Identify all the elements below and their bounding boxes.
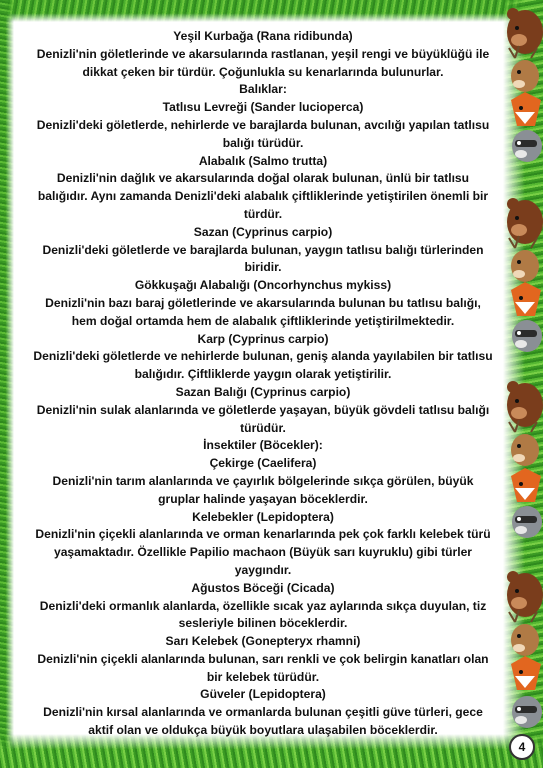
heading-tatlisu-levregi: Tatlısu Levreği (Sander lucioperca): [162, 100, 364, 115]
text-line: yaşamaktadır. Özellikle Papilio machaon (Büyük sarı kuyruklu) gibi türler: [53, 545, 473, 560]
heading-baliklar: Balıklar:: [239, 82, 287, 97]
text-line: Denizli'deki göletlerde, nehirlerde ve barajlarda bulunan, avcılığı yapılan tatlısu: [36, 117, 490, 132]
heading-guveler: Güveler (Lepidoptera): [200, 687, 326, 702]
text-line: gruplar halinde yaşayan böceklerdir.: [158, 491, 368, 506]
heading-insektiler: İnsektiler (Böcekler):: [203, 438, 323, 453]
text-line: aktif olan ve oldukça büyük boyutlara ulaşabilen böceklerdir.: [88, 723, 438, 738]
grass-border-top: [0, 0, 543, 22]
raccoon-icon: [512, 130, 542, 162]
heading-sazan: Sazan (Cyprinus carpio): [193, 224, 333, 239]
text-line: balığıdır. Aynı zamanda Denizli'deki alabalık çiftliklerinde yetiştirilen önemli bir: [37, 189, 489, 204]
fox-icon: [511, 92, 541, 126]
text-line: Denizli'nin çiçekli alanlarında ve orman kenarlarında pek çok farklı kelebek türü: [35, 527, 491, 542]
text-line: Denizli'nin bazı baraj göletlerinde ve akarsularında bulunan bu tatlısu balığı,: [45, 295, 481, 310]
text-line: Denizli'deki göletlerde ve barajlarda bulunan, yaygın tatlısu balığı türlerinden: [42, 242, 484, 257]
heading-kelebekler: Kelebekler (Lepidoptera): [192, 509, 334, 524]
heading-cekirge: Çekirge (Caelifera): [209, 456, 317, 471]
raccoon-icon: [512, 320, 542, 352]
raccoon-icon: [512, 696, 542, 728]
grass-border-left: [0, 0, 14, 768]
bear-icon: [507, 198, 543, 244]
text-line: Denizli'nin tarım alanlarında ve çayırlık bölgelerinde sıkça görülen, büyük: [52, 473, 474, 488]
text-line: bir kelebek türüdür.: [206, 669, 320, 684]
fox-icon: [511, 282, 541, 316]
fox-icon: [511, 656, 541, 690]
heading-alabalik: Alabalık (Salmo trutta): [198, 153, 328, 168]
text-line: sesleriyle bilinen böceklerdir.: [178, 616, 348, 631]
text-line: hem doğal ortamda hem de alabalık çiftliklerinde yetiştirilmektedir.: [71, 313, 455, 328]
text-line: türdür.: [243, 206, 283, 221]
text-line: dikkat çeken bir türdür. Çoğunlukla su kenarlarında bulunurlar.: [82, 64, 444, 79]
fox-icon: [511, 468, 541, 502]
text-line: Denizli'nin kırsal alanlarında ve ormanlarda bulunan çeşitli güve türleri, gece: [43, 705, 483, 720]
text-line: Denizli'nin dağlık ve akarsularında doğal olarak bulunan, ünlü bir tatlısu: [56, 171, 470, 186]
text-line: Denizli'nin göletlerinde ve akarsularında rastlanan, yeşil rengi ve büyüklüğü ile: [36, 46, 490, 61]
page-number: 4: [509, 734, 535, 760]
bear-icon: [507, 8, 543, 54]
heading-yesil-kurbaga: Yeşil Kurbağa (Rana ridibunda): [173, 29, 353, 43]
text-line: Denizli'deki ormanlık alanlarda, özellikle sıcak yaz aylarında sıkça duyulan, tiz: [39, 598, 487, 613]
text-line: balığıdır. Çiftliklerde yaygın olarak yetiştirilir.: [134, 367, 392, 382]
text-line: yaygındır.: [234, 562, 292, 577]
text-line: Denizli'nin çiçekli alanlarında bulunan, sarı renkli ve çok belirgin kanatları olan: [37, 651, 489, 666]
bear-icon: [507, 571, 543, 617]
heading-karp: Karp (Cyprinus carpio): [197, 331, 329, 346]
text-line: türüdür.: [240, 420, 286, 435]
heading-gokkusagi-alabaligi: Gökkuşağı Alabalığı (Oncorhynchus mykiss): [134, 278, 392, 293]
page-text: [18, 28, 508, 740]
text-line: balığı türüdür.: [222, 135, 304, 150]
heading-sazan-baligi: Sazan Balığı (Cyprinus carpio): [175, 384, 351, 399]
raccoon-icon: [512, 506, 542, 538]
text-line: biridir.: [244, 260, 282, 275]
heading-sari-kelebek: Sarı Kelebek (Gonepteryx rhamni): [165, 634, 361, 649]
text-line: Denizli'deki göletlerde ve nehirlerde bulunan, geniş alanda yayılabilen bir tatlısu: [33, 349, 493, 364]
bear-icon: [507, 381, 543, 427]
heading-agustos-bocegi: Ağustos Böceği (Cicada): [191, 580, 335, 595]
text-line: Denizli'nin sulak alanlarında ve göletlerde yaşayan, büyük gövdeli tatlısu balığı: [36, 402, 490, 417]
